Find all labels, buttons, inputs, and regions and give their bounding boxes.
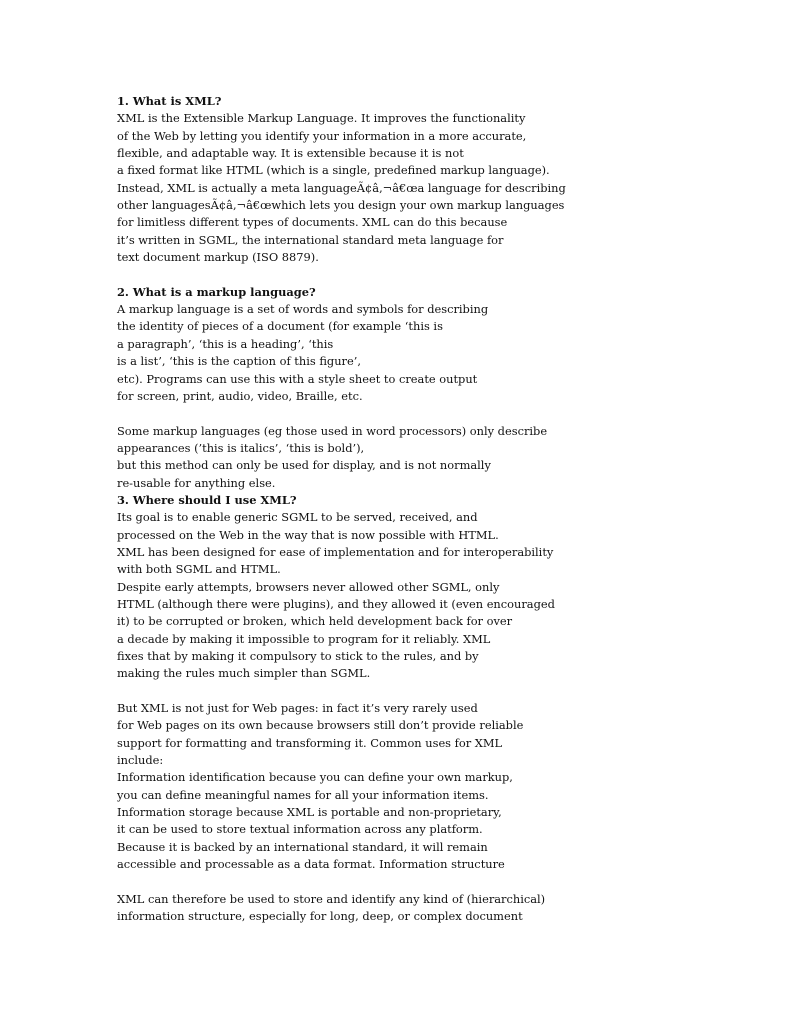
text-line: information structure, especially for long, deep, or complex document	[117, 909, 523, 924]
text-line: A markup language is a set of words and symbols for describing	[117, 302, 489, 317]
section-heading: 2. What is a markup language?	[117, 284, 316, 299]
text-line: it’s written in SGML, the international standard meta language for	[117, 232, 504, 247]
text-line: of the Web by letting you identify your information in a more accurate,	[117, 128, 527, 143]
text-line: support for formatting and transforming it. Common uses for XML	[117, 735, 503, 750]
text-line: you can define meaningful names for all your information items.	[117, 787, 489, 802]
text-line: it) to be corrupted or broken, which held development back for over	[117, 614, 513, 629]
text-line: Despite early attempts, browsers never allowed other SGML, only	[117, 579, 500, 594]
text-line: XML can therefore be used to store and identify any kind of (hierarchical)	[117, 891, 546, 906]
text-line: XML is the Extensible Markup Language. It improves the functionality	[117, 111, 526, 126]
text-line: processed on the Web in the way that is now possible with HTML.	[117, 527, 499, 542]
text-line: for Web pages on its own because browsers still don’t provide reliable	[117, 718, 524, 733]
document-page	[117, 93, 777, 926]
text-line: Some markup languages (eg those used in word processors) only describe	[117, 423, 548, 438]
text-line: for limitless different types of documents. XML can do this because	[117, 215, 508, 230]
paragraph-gap	[117, 873, 777, 890]
text-line: making the rules much simpler than SGML.	[117, 666, 371, 681]
text-line: re-usable for anything else.	[117, 475, 276, 490]
text-line: accessible and processable as a data format. Information structure	[117, 857, 505, 872]
text-line: Information identification because you can define your own markup,	[117, 770, 513, 785]
text-line: appearances (’this is italics’, ‘this is bold’),	[117, 440, 365, 455]
text-line: Its goal is to enable generic SGML to be served, received, and	[117, 510, 478, 525]
text-line: with both SGML and HTML.	[117, 562, 281, 577]
text-line: is a list’, ‘this is the caption of this figure’,	[117, 354, 361, 369]
text-line: it can be used to store textual information across any platform.	[117, 822, 483, 837]
paragraph-gap	[117, 266, 777, 283]
text-line: HTML (although there were plugins), and they allowed it (even encouraged	[117, 596, 555, 611]
section-heading: 3. Where should I use XML?	[117, 492, 297, 507]
text-line: include:	[117, 753, 164, 768]
text-line: a fixed format like HTML (which is a single, predefined markup language).	[117, 163, 550, 178]
paragraph-gap	[117, 405, 777, 422]
text-line: etc). Programs can use this with a style sheet to create output	[117, 371, 478, 386]
text-line: other languagesÃ¢â‚¬â€œwhich lets you design your own markup languages	[117, 198, 565, 213]
text-line: fixes that by making it compulsory to stick to the rules, and by	[117, 649, 479, 663]
text-line: XML has been designed for ease of implementation and for interoperability	[117, 544, 554, 559]
text-line: flexible, and adaptable way. It is extensible because it is not	[117, 146, 464, 161]
paragraph-gap	[117, 683, 777, 700]
text-line: a decade by making it impossible to program for it reliably. XML	[117, 631, 491, 646]
text-line: text document markup (ISO 8879).	[117, 250, 319, 265]
text-line: the identity of pieces of a document (for example ‘this is	[117, 319, 443, 334]
text-line: for screen, print, audio, video, Braille, etc.	[117, 388, 363, 403]
section-heading: 1. What is XML?	[117, 94, 222, 108]
text-line: a paragraph’, ‘this is a heading’, ‘this	[117, 336, 334, 351]
text-line: Information storage because XML is portable and non-proprietary,	[117, 805, 502, 820]
text-line: But XML is not just for Web pages: in fact it’s very rarely used	[117, 701, 478, 716]
text-line: but this method can only be used for display, and is not normally	[117, 458, 491, 473]
text-line: Instead, XML is actually a meta languageÃ¢â‚¬â€œa language for describing	[117, 180, 566, 195]
text-line: Because it is backed by an international standard, it will remain	[117, 839, 488, 854]
